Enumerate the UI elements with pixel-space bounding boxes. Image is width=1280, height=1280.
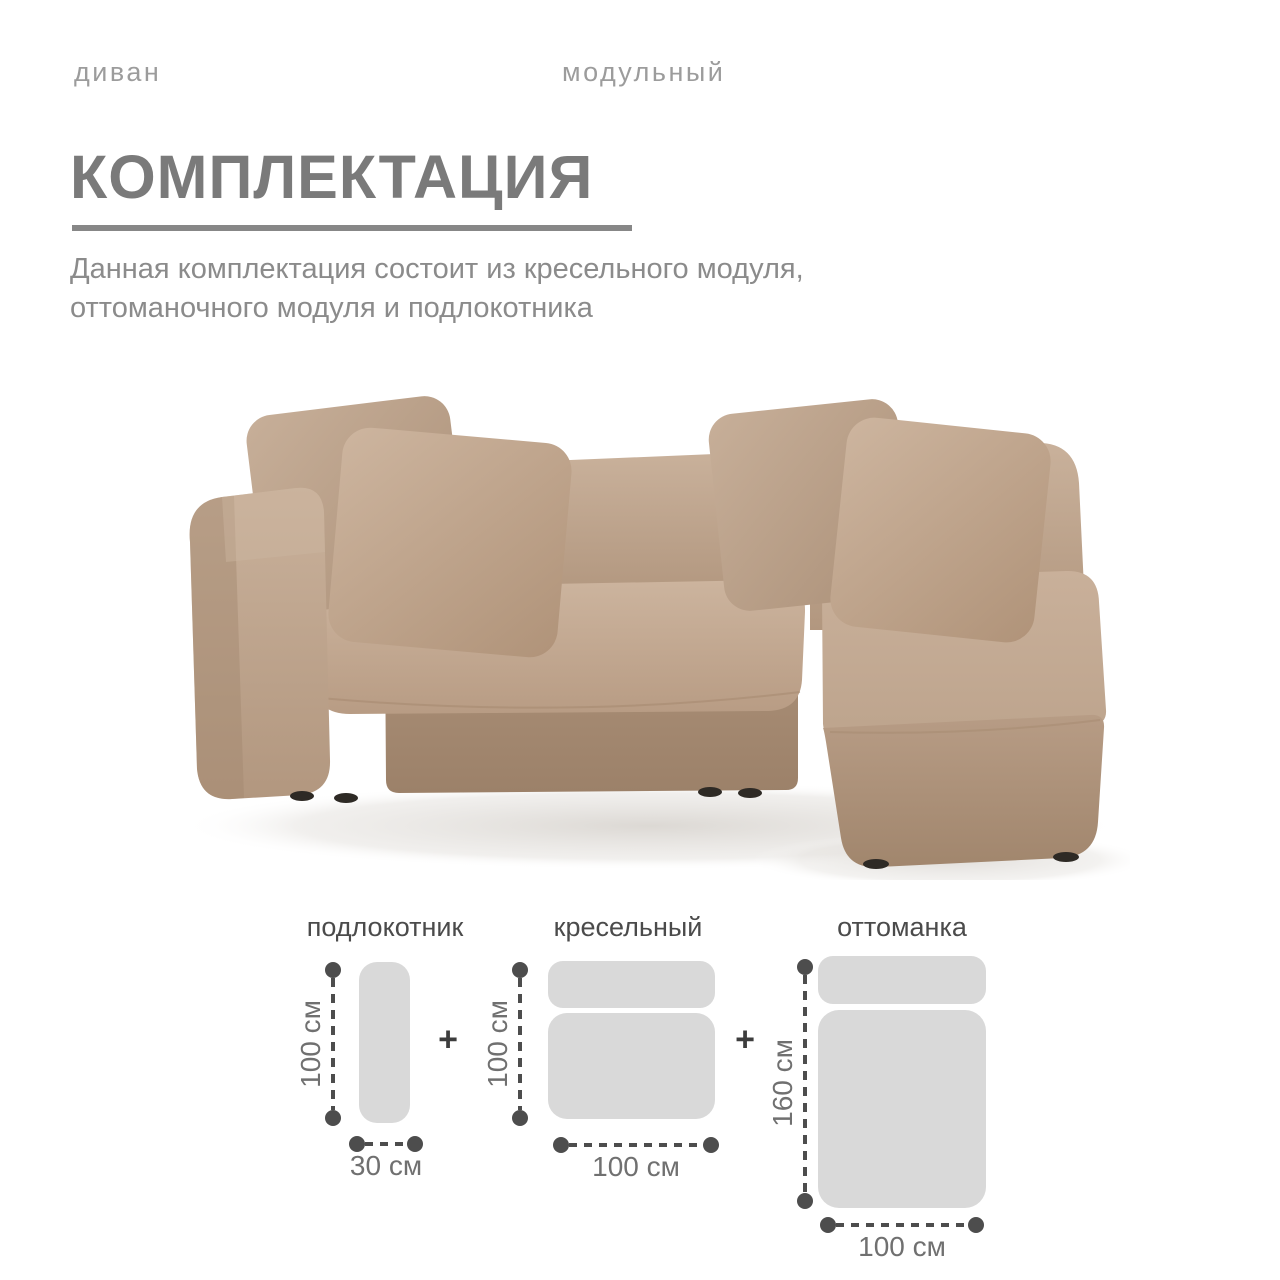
plus-sign-2: + (735, 1020, 755, 1059)
pillow-chair-front (326, 425, 574, 659)
description-line-2: оттоманочного модуля и подлокотника (70, 292, 593, 324)
pillow-ottoman-front (828, 415, 1054, 645)
chair-height-label: 100 см (482, 1000, 513, 1088)
header-type-label: модульный (562, 57, 726, 87)
header-category-label: диван (74, 57, 162, 87)
sofa-product-image (150, 380, 1130, 880)
armrest-width-label: 30 см (349, 1150, 423, 1181)
chair-backrest-shape (548, 961, 715, 1008)
plus-sign-1: + (438, 1020, 458, 1059)
armrest-height-label: 100 см (295, 1000, 326, 1088)
title-underline (72, 225, 632, 231)
module-label-ottoman: оттоманка (837, 912, 967, 942)
chair-seat-shape (548, 1013, 715, 1119)
page-title: КОМПЛЕКТАЦИЯ (70, 143, 594, 211)
module-label-armrest: подлокотник (306, 912, 464, 942)
chair-width-label: 100 см (592, 1151, 680, 1182)
module-label-chair: кресельный (553, 912, 703, 942)
ottoman-height-label: 160 см (767, 1039, 798, 1127)
description-line-1: Данная комплектация состоит из кресельного модуля, (70, 253, 804, 285)
armrest-shape (359, 962, 410, 1123)
description (70, 250, 804, 328)
ottoman-backrest-shape (818, 956, 986, 1004)
ottoman-seat-shape (818, 1010, 986, 1208)
armrest-module-shape (190, 488, 330, 799)
ottoman-width-label: 100 см (858, 1231, 946, 1262)
